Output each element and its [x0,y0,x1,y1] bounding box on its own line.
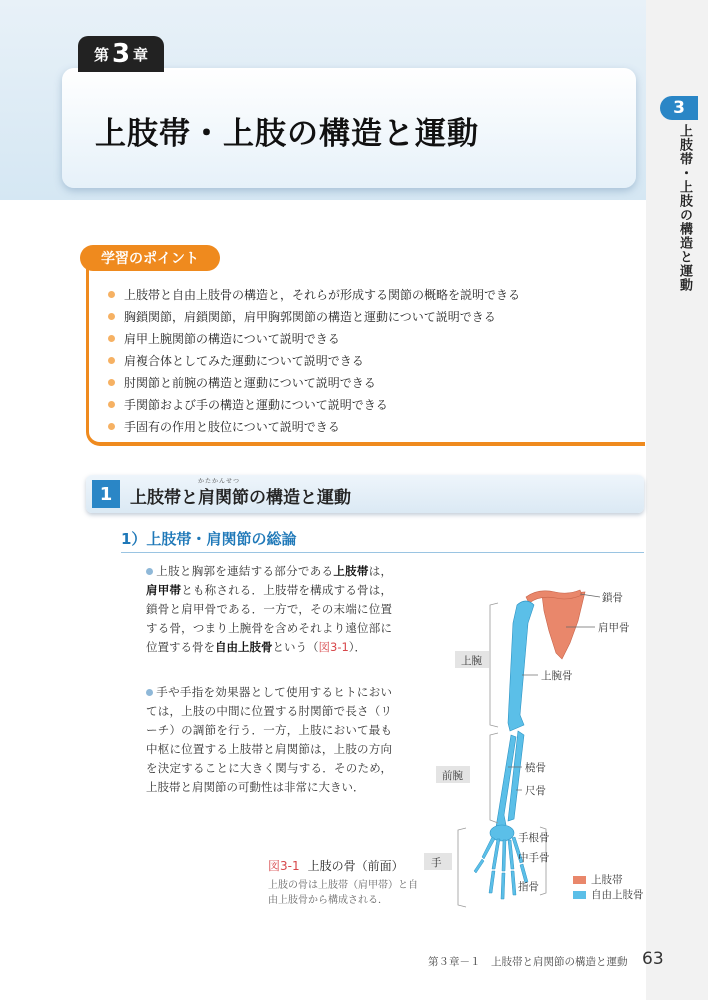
metacarpal-bone [502,840,506,871]
learning-points-list [108,283,520,437]
bullet-icon [108,379,115,386]
list-item: 上肢帯と自由上肢骨の構造と，それらが形成する関節の概略を説明できる [108,283,520,305]
page-number: 63 [642,949,664,969]
paragraph-1: 上肢と胸郭を連結する部分である上肢帯は，肩甲帯とも称される．上肢帯を構成する骨は，鎖骨と肩甲骨である．一方で，その末端に位置する骨，つまり上腕骨を含めそれより遠位部に位置する骨を自由上肢骨という（図3-1）． [146,564,393,654]
chapter-prefix: 第 [93,45,109,64]
side-chapter-title: 上肢帯・上肢の構造と運動 [677,124,692,292]
list-item: 肘関節と前腕の構造と運動について説明できる [108,371,520,393]
scapula-bone [542,592,585,659]
learning-points-label: 学習のポイント [80,245,220,271]
metacarpal-label: 中手骨 [518,852,550,864]
chapter-title: 上肢帯・上肢の構造と運動 [95,116,479,152]
legend-item-free-upper-limb: 自由上肢骨 [573,887,644,902]
phalanx-bone [489,871,495,893]
chapter-number: 3 [111,39,131,69]
radius-label: 橈骨 [525,762,546,774]
bullet-icon [108,401,115,408]
section-number: 1 [92,480,120,508]
section-title: 上肢帯と肩関節の構造と運動 [130,488,351,508]
figure-caption-text: 上肢の骨は上肢帯（肩甲帯）と自由上肢骨から構成される． [268,880,418,906]
figure-title: 上肢の骨（前面） [307,859,404,873]
legend-item-shoulder-girdle: 上肢帯 [573,872,623,887]
metacarpal-bone [492,839,500,869]
legend-swatch-orange [573,876,586,884]
bullet-icon [108,357,115,364]
figure-reference-link[interactable]: 図3-1 [318,640,349,654]
ulna-label: 尺骨 [525,785,546,797]
paragraph-bullet-icon [146,689,153,696]
forearm-bracket [490,733,498,823]
list-item: 肩甲上腕関節の構造について説明できる [108,327,520,349]
side-chapter-tab: 3 [660,96,698,120]
running-footer: 第３章－１ 上肢帯と肩関節の構造と運動 [428,956,628,968]
list-item: 手関節および手の構造と運動について説明できる [108,393,520,415]
phalanges-label: 指骨 [518,881,539,893]
figure-number: 図3-1 [268,859,300,873]
phalanx-bone [511,871,516,895]
upper-arm-bracket [490,603,498,727]
paragraph-2: 手や手指を効果器として使用するヒトにおいては，上肢の中間に位置する肘関節で長さ（リーチ）の調節を行う．一方，上肢において最も中枢に位置する上肢帯と肩関節は，上肢の方向を決定することに大きく関与する．そのため，上肢帯と肩関節の可動性は非常に大きい． [146,685,392,794]
subsection-rule [121,552,644,553]
chapter-tab [78,36,164,72]
phalanx-bone [474,859,484,873]
upper-limb-bones-figure [410,575,646,915]
bullet-icon [108,291,115,298]
figure-caption-title [268,857,404,874]
hand-label: 手 [431,857,442,869]
forearm-label: 前腕 [442,770,463,782]
bullet-icon [108,423,115,430]
bullet-icon [108,335,115,342]
paragraph-bullet-icon [146,568,153,575]
chapter-suffix: 章 [133,45,149,64]
humerus-label: 上腕骨 [541,670,573,682]
metacarpal-bone [482,837,495,859]
metacarpal-bone [508,840,514,869]
upper-arm-label: 上腕 [461,655,482,667]
list-item: 肩複合体としてみた運動について説明できる [108,349,520,371]
section-ruby: かたかんせつ [198,478,241,485]
legend-swatch-blue [573,891,586,899]
clavicle-label: 鎖骨 [602,592,623,604]
carpal-label: 手根骨 [518,832,550,844]
scapula-label: 肩甲骨 [598,622,630,634]
hand-bracket [458,828,466,907]
list-item: 手固有の作用と肢位について説明できる [108,415,520,437]
list-item: 胸鎖関節，肩鎖関節，肩甲胸郭関節の構造と運動について説明できる [108,305,520,327]
subsection-heading: 1）上肢帯・肩関節の総論 [121,530,297,548]
phalanx-bone [501,873,505,899]
humerus-bone [508,601,534,731]
bullet-icon [108,313,115,320]
